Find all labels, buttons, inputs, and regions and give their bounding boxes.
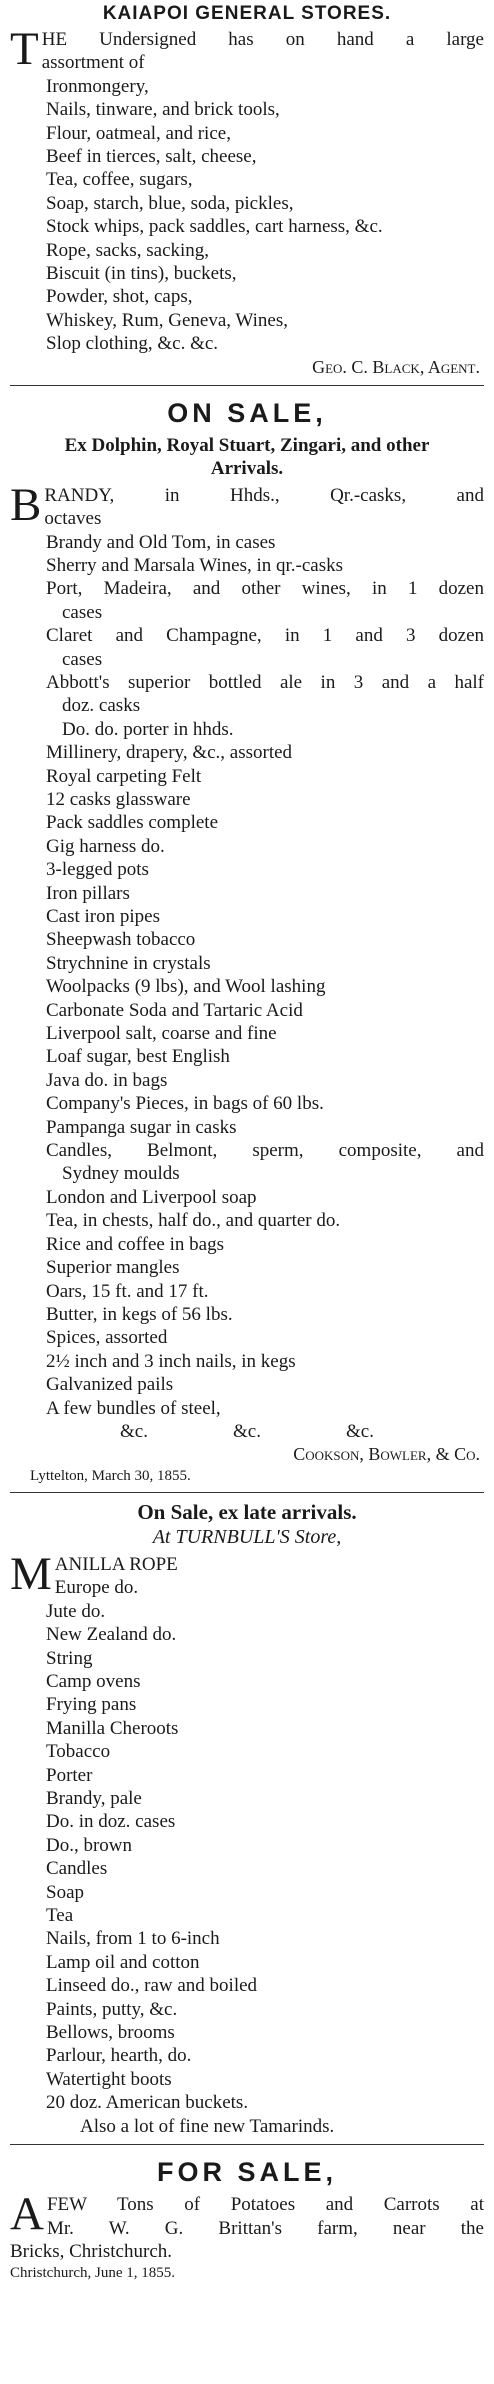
list-item: Nails, tinware, and brick tools, xyxy=(46,99,280,121)
for-sale-drop-cap: A xyxy=(10,2188,44,2241)
list-item: Carbonate Soda and Tartaric Acid xyxy=(46,999,303,1021)
list-item: Tea, coffee, sugars, xyxy=(46,169,193,191)
list-item: Java do. in bags xyxy=(46,1069,168,1091)
list-item: doz. casks xyxy=(62,695,141,717)
turnbull-advert xyxy=(10,1499,484,2138)
for-sale-advert xyxy=(10,2155,484,2283)
list-item: New Zealand do. xyxy=(46,1624,177,1646)
list-item: Porter xyxy=(46,1764,93,1786)
turnbull-store: At TURNBULL'S Store, xyxy=(152,1525,342,1548)
list-item: Bellows, brooms xyxy=(46,2022,175,2044)
on-sale-title: ON SALE, xyxy=(167,397,327,428)
list-item: Brandy, pale xyxy=(46,1788,142,1809)
for-sale-second-line: Mr. W. G. Brittan's farm, near the xyxy=(46,2217,484,2239)
divider xyxy=(10,2144,484,2145)
turnbull-intro xyxy=(10,1547,484,1600)
list-item: Soap xyxy=(46,1881,84,1903)
list-item: Sydney moulds xyxy=(62,1163,180,1185)
kaiapoi-drop-cap: T xyxy=(10,23,39,75)
kaiapoi-title: KAIAPOI GENERAL STORES. xyxy=(102,3,392,24)
list-item: Loaf sugar, best English xyxy=(46,1046,230,1068)
kaiapoi-intro xyxy=(10,23,484,75)
list-item: Liverpool salt, coarse and fine xyxy=(46,1023,277,1045)
list-item: Frying pans xyxy=(46,1694,137,1716)
list-item: Candles, Belmont, sperm, composite, and xyxy=(46,1140,484,1162)
list-item: Nails, from 1 to 6-inch xyxy=(46,1928,220,1950)
list-item: Oars, 15 ft. and 17 ft. xyxy=(46,1280,209,1302)
divider xyxy=(10,1492,484,1493)
list-item: 20 doz. American buckets. xyxy=(46,2092,249,2114)
list-item: Do. in doz. cases xyxy=(46,1811,176,1833)
on-sale-subtitle-2: Arrivals. xyxy=(210,457,284,479)
list-item: Galvanized pails xyxy=(46,1374,174,1396)
list-item: Do. do. porter in hhds. xyxy=(62,718,234,740)
list-item: Abbott's superior bottled ale in 3 and a half xyxy=(46,671,484,693)
list-item: Tobacco xyxy=(46,1741,111,1763)
list-item: Pack saddles complete xyxy=(46,812,219,834)
list-item: Rope, sacks, sacking, xyxy=(46,239,210,261)
list-item: Beef in tierces, salt, cheese, xyxy=(46,146,257,168)
for-sale-dateline: Christchurch, June 1, 1855. xyxy=(10,2265,175,2282)
on-sale-drop-cap: B xyxy=(10,478,42,531)
turnbull-drop-cap: M xyxy=(10,1547,52,1600)
etc-mark: &c. xyxy=(233,1420,261,1442)
list-item: String xyxy=(46,1647,93,1669)
list-item: Rice and coffee in bags xyxy=(46,1233,224,1255)
list-item: Ironmongery, xyxy=(46,75,149,97)
list-item: Candles xyxy=(46,1858,108,1880)
on-sale-etc-row xyxy=(10,1420,484,1443)
list-item: Port, Madeira, and other wines, in 1 dozen xyxy=(46,578,484,600)
list-item: Jute do. xyxy=(46,1600,106,1622)
kaiapoi-intro-second: assortment of xyxy=(41,52,145,74)
list-item: Paints, putty, &c. xyxy=(46,1998,178,2020)
for-sale-third-line: Bricks, Christchurch. xyxy=(10,2240,173,2262)
for-sale-body xyxy=(10,2188,484,2263)
list-item: Brandy and Old Tom, in cases xyxy=(46,531,276,553)
list-item: Biscuit (in tins), buckets, xyxy=(46,263,237,285)
list-item: Powder, shot, caps, xyxy=(46,286,193,308)
on-sale-subtitle-1: Ex Dolphin, Royal Stuart, Zingari, and other xyxy=(64,434,430,456)
list-item: Pampanga sugar in casks xyxy=(46,1116,237,1138)
turnbull-second-line: Europe do. xyxy=(54,1577,139,1599)
list-item: Claret and Champagne, in 1 and 3 dozen xyxy=(46,625,484,647)
list-item: Millinery, drapery, &c., assorted xyxy=(46,742,293,764)
for-sale-first-line: FEW Tons of Potatoes and Carrots at xyxy=(46,2194,484,2216)
list-item: 12 casks glassware xyxy=(46,788,191,810)
list-item: Stock whips, pack saddles, cart harness, &c. xyxy=(46,216,383,238)
list-item: Butter, in kegs of 56 lbs. xyxy=(46,1303,233,1325)
list-item: Spices, assorted xyxy=(46,1327,168,1349)
on-sale-item-list xyxy=(10,531,484,1420)
on-sale-dateline: Lyttelton, March 30, 1855. xyxy=(30,1467,191,1484)
list-item: Soap, starch, blue, soda, pickles, xyxy=(46,192,294,214)
list-item: Iron pillars xyxy=(46,882,130,904)
list-item: Royal carpeting Felt xyxy=(46,765,202,787)
list-item: Superior mangles xyxy=(46,1257,180,1279)
list-item: Company's Pieces, in bags of 60 lbs. xyxy=(46,1093,324,1115)
list-item: Camp ovens xyxy=(46,1670,141,1692)
on-sale-signature: Cookson, Bowler, & Co. xyxy=(293,1443,480,1464)
turnbull-first-line: ANILLA ROPE xyxy=(54,1553,178,1575)
list-item: Sheepwash tobacco xyxy=(46,929,196,951)
turnbull-last-line: Also a lot of fine new Tamarinds. xyxy=(80,2115,335,2137)
list-item: Flour, oatmeal, and rice, xyxy=(46,122,231,144)
list-item: Tea xyxy=(46,1905,74,1927)
list-item: Whiskey, Rum, Geneva, Wines, xyxy=(46,309,288,331)
list-item: Cast iron pipes xyxy=(46,906,160,927)
list-item: Gig harness do. xyxy=(46,835,165,857)
list-item: Sherry and Marsala Wines, in qr.-casks xyxy=(46,554,344,576)
for-sale-title: FOR SALE, xyxy=(156,2157,337,2188)
list-item: Lamp oil and cotton xyxy=(46,1951,200,1973)
list-item: Tea, in chests, half do., and quarter do. xyxy=(46,1210,341,1232)
turnbull-title: On Sale, ex late arrivals. xyxy=(137,1499,357,1524)
list-item: 3-legged pots xyxy=(46,859,149,881)
kaiapoi-intro-first: HE Undersigned has on hand a large xyxy=(41,29,484,50)
kaiapoi-advert xyxy=(10,2,484,379)
etc-mark: &c. xyxy=(346,1420,374,1442)
divider xyxy=(10,385,484,386)
turnbull-item-list xyxy=(10,1600,484,2115)
kaiapoi-signature: Geo. C. Black, Agent. xyxy=(312,356,480,377)
list-item: Manilla Cheroots xyxy=(46,1717,179,1739)
list-item: Parlour, hearth, do. xyxy=(46,2045,192,2067)
kaiapoi-item-list xyxy=(10,75,484,356)
list-item: Watertight boots xyxy=(46,2068,172,2090)
list-item: Slop clothing, &c. &c. xyxy=(46,333,219,355)
etc-mark: &c. xyxy=(120,1420,148,1442)
on-sale-first-line: RANDY, in Hhds., Qr.-casks, and xyxy=(44,484,484,506)
list-item: cases xyxy=(62,601,103,623)
list-item: A few bundles of steel, xyxy=(46,1397,221,1419)
list-item: 2½ inch and 3 inch nails, in kegs xyxy=(46,1350,296,1372)
on-sale-second-line: octaves xyxy=(44,508,102,530)
list-item: Woolpacks (9 lbs), and Wool lashing xyxy=(46,976,326,998)
list-item: cases xyxy=(62,648,103,670)
list-item: London and Liverpool soap xyxy=(46,1186,257,1208)
list-item: Strychnine in crystals xyxy=(46,952,211,974)
list-item: Do., brown xyxy=(46,1834,133,1856)
on-sale-advert xyxy=(10,396,484,1486)
on-sale-intro xyxy=(10,478,484,531)
list-item: Linseed do., raw and boiled xyxy=(46,1975,258,1997)
